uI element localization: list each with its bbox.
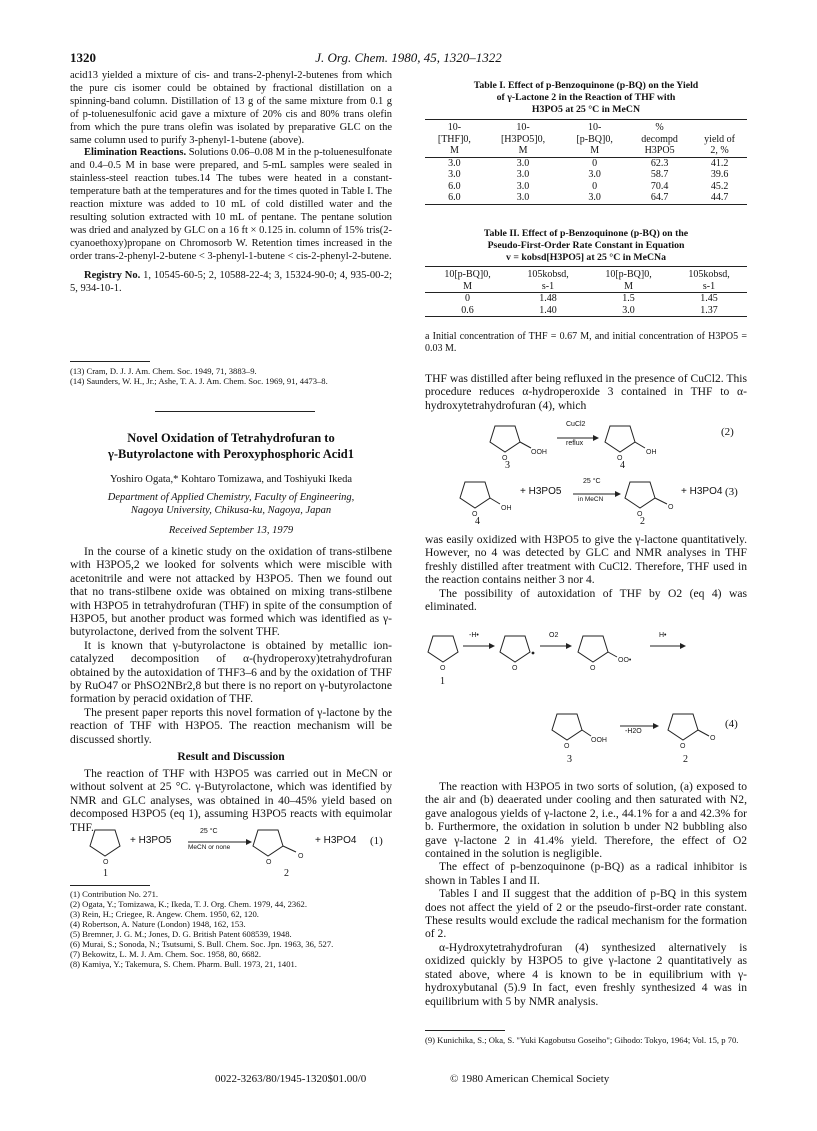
right-text-mid	[425, 533, 747, 613]
table-cell: 3.0	[588, 192, 601, 203]
table-rule	[425, 119, 747, 120]
table-cell: 1.37	[700, 304, 718, 316]
compound-label: 3	[505, 460, 510, 471]
table-header: H3PO5	[644, 145, 675, 156]
affiliation	[70, 491, 392, 517]
svg-text:O: O	[564, 743, 570, 750]
table-header: %	[655, 122, 664, 133]
caption-line: v = kobsd[H3PO5] at 25 °C in MeCNa	[506, 252, 666, 263]
table-header: 2, %	[710, 145, 729, 156]
table-header-row	[425, 134, 747, 146]
svg-text:O: O	[637, 511, 643, 518]
eq2-cond-top: CuCl2	[566, 421, 586, 428]
table2-footnote: a Initial concentration of THF = 0.67 M, and initial concentration of H3PO5 = 0.03 M.	[425, 331, 747, 354]
table-header: M	[463, 280, 472, 292]
equation-4-scheme	[425, 626, 747, 776]
footer-copyright: © 1980 American Chemical Society	[450, 1073, 610, 1085]
equation-2	[425, 418, 747, 474]
paragraph: The present paper reports this novel formation of γ-lactone by the reaction of THF with H3PO5. The reaction mechanism will be discussed shortly.	[70, 705, 392, 746]
footnote-rule	[70, 885, 150, 886]
table2	[425, 269, 747, 317]
table-cell: 3.0	[516, 180, 530, 192]
table-rule	[425, 266, 747, 267]
paragraph: It is known that γ-butyrolactone is obtained by metallic ion-catalyzed decomposition of α-(hydroperoxy)tetrahydrofuran obtained by the autoxidation of THF3–6 and by the oxidation of THF by RuO47 or PhSO2NBr2,8 but there is no report on γ-butyrolactone formation by peracid oxidation of THF.	[70, 638, 392, 706]
svg-text:O: O	[472, 511, 478, 518]
svg-text:O: O	[502, 455, 508, 462]
received-date: Received September 13, 1979	[168, 525, 294, 536]
table-cell: 1.40	[539, 304, 557, 316]
paragraph: The reaction of THF with H3PO5 was carried out in MeCN or without solvent at 25 °C. γ-Butyrolactone, which was identified by NMR and GLC analyses, was obtained in 40–45% yield based on decomposed H3PO5 (eq 1), assuming H3PO5 reacts with equimolar THF.	[70, 767, 392, 834]
eq4-arrow3-label: H•	[659, 632, 667, 639]
table-cell: 3.0	[448, 157, 461, 169]
svg-text:OH: OH	[501, 505, 512, 512]
table-header: M	[590, 145, 600, 156]
equation-1-scheme	[70, 820, 392, 882]
table-cell: 3.0	[516, 169, 530, 180]
table-header: s-1	[541, 280, 555, 292]
compound-label: 1	[103, 868, 108, 879]
page-number: 1320	[70, 50, 96, 65]
table-header: 10-	[587, 122, 602, 133]
reference: (3) Rein, H.; Criegee, R. Angew. Chem. 1950, 62, 120.	[70, 909, 259, 919]
table-header: M	[624, 280, 633, 292]
right-text-bottom	[425, 780, 747, 1008]
footnotes-top	[70, 366, 392, 386]
compound-label: 2	[284, 868, 289, 879]
reference: (1) Contribution No. 271.	[70, 889, 159, 899]
lactone-ring	[253, 830, 296, 856]
table-header: [p-BQ]0,	[576, 133, 613, 145]
table-cell: 1.48	[539, 293, 557, 304]
reference: (13) Cram, D. J. J. Am. Chem. Soc. 1949, 71, 3883–9.	[70, 366, 257, 376]
caption-line: Pseudo-First-Order Rate Constant in Equation	[487, 240, 685, 251]
footnotes-bottom	[70, 889, 392, 969]
footnote-rule	[425, 1030, 505, 1031]
thf-radical-ring	[500, 636, 530, 662]
table-cell: 6.0	[448, 192, 461, 203]
reference: (7) Bekowitz, L. M. J. Am. Chem. Soc. 1958, 80, 6682.	[70, 949, 261, 959]
eq3-byproduct: + H3PO4	[681, 486, 723, 497]
table-row	[425, 181, 747, 193]
table-row	[425, 192, 747, 204]
paragraph: was easily oxidized with H3PO5 to give the γ-lactone quantitatively. However, no 4 was detected by GLC and NMR analyses in THF freshly distilled after treatment with CuCl2. Therefore, THF used in the reaction contains neither 3 nor 4.	[425, 533, 747, 587]
eq2-number: (2)	[721, 426, 734, 438]
article-title	[70, 430, 392, 462]
table-cell: 64.7	[650, 192, 669, 203]
svg-text:OOH: OOH	[591, 737, 607, 744]
table-cell: 44.7	[710, 192, 729, 203]
eq3-reagent: + H3PO5	[520, 486, 562, 497]
running-title: J. Org. Chem. 1980, 45, 1320–1322	[315, 50, 502, 65]
reference: (4) Robertson, A. Nature (London) 1948, 162, 153.	[70, 919, 246, 929]
section-heading: Result and Discussion	[177, 751, 285, 763]
compound-label: 3	[567, 754, 572, 765]
table1-caption	[425, 80, 747, 116]
eq4-arrow2-label: O2	[549, 632, 559, 639]
paragraph: Tables I and II suggest that the addition of p-BQ in this system does not affect the yield of 2 or the pseudo-first-order rate constant. These results would exclude the radical mechanism for the formation of 2.	[425, 887, 747, 941]
table-header: M	[518, 145, 528, 156]
table-cell: 1.5	[622, 293, 635, 304]
footnote-ref9: (9) Kunichika, S.; Oka, S. "Yuki Kagobutsu Goseiho"; Gihodo: Tokyo, 1964; Vol. 15, p 70.	[425, 1035, 739, 1045]
table-header: M	[449, 145, 459, 156]
footnote-rule	[70, 361, 150, 362]
table-cell: 3.0	[516, 192, 530, 203]
table-row	[425, 157, 747, 169]
table-cell: 3.0	[588, 169, 601, 180]
table-header: yield of	[704, 133, 735, 145]
footer-code: 0022-3263/80/1945-1320$01.00/0	[215, 1073, 367, 1085]
table-cell: 58.7	[650, 169, 669, 180]
svg-text:O: O	[710, 735, 716, 742]
table-cell: 0	[592, 157, 598, 169]
compound-label: 1	[440, 676, 445, 687]
svg-text:OOH: OOH	[531, 449, 547, 456]
paragraph: The possibility of autoxidation of THF by O2 (eq 4) was eliminated.	[425, 586, 747, 614]
equation-2-scheme	[425, 418, 747, 474]
hydroxy-thf-ring	[605, 426, 645, 452]
table-cell: 0	[592, 180, 598, 192]
affil-line: Department of Applied Chemistry, Faculty of Engineering,	[107, 492, 355, 503]
eq1-reagent: + H3PO5	[130, 835, 172, 846]
paragraph: The effect of p-benzoquinone (p-BQ) as a radical inhibitor is shown in Tables I and II.	[425, 860, 747, 887]
table-cell: 45.2	[710, 180, 729, 192]
compound-label: 2	[683, 754, 688, 765]
title-line: Novel Oxidation of Tetrahydrofuran to	[127, 431, 335, 445]
equation-4	[425, 626, 747, 776]
compound-label: 2	[640, 516, 645, 527]
registry-numbers: 1, 10545-60-5; 2, 10588-22-4; 3, 15324-90-0; 4, 935-00-2; 5, 934-10-1.	[70, 269, 392, 294]
table-cell: 62.3	[650, 157, 669, 169]
svg-text:O: O	[668, 504, 674, 511]
table-header-row	[425, 122, 747, 134]
lactone-ring	[625, 482, 667, 508]
compound-label: 4	[620, 460, 625, 471]
paragraph: In the course of a kinetic study on the oxidation of trans-stilbene with H3PO5,2 we looked for solvents which were miscible with acetonitrile and were not attacked by H3PO5. Then we found out that no trans-stilbene oxide was obtained on mixing trans-stilbene with H3PO5 in tetrahydrofuran (THF) in spite of the consumption of H3PO5, but another product was formed which was identified as γ-butyrolactone, derived from the solvent THF.	[70, 545, 392, 639]
table-header: [THF]0,	[437, 133, 471, 145]
table-header	[692, 122, 747, 134]
table-header: s-1	[702, 280, 716, 292]
thf-ring	[428, 636, 458, 662]
table-header-row	[425, 269, 747, 281]
caption-line: Table I. Effect of p-Benzoquinone (p-BQ) on the Yield	[473, 80, 699, 91]
svg-text:O: O	[298, 853, 304, 860]
table-row	[425, 169, 747, 181]
table-cell: 1.45	[700, 293, 718, 304]
table-header-row	[425, 145, 747, 157]
table1	[425, 122, 747, 205]
title-line: γ-Butyrolactone with Peroxyphosphoric Acid1	[107, 447, 354, 461]
table-cell: 0.6	[461, 304, 474, 316]
caption-line: of γ-Lactone 2 in the Reaction of THF with	[496, 92, 676, 103]
table-cell: 3.0	[516, 157, 530, 169]
eq3-cond-bottom: in MeCN	[578, 496, 604, 503]
reference: (6) Murai, S.; Sonoda, N.; Tsutsumi, S. Bull. Chem. Soc. Jpn. 1963, 36, 527.	[70, 939, 334, 949]
svg-text:OH: OH	[646, 449, 657, 456]
eq1-byproduct: + H3PO4	[315, 835, 357, 846]
table-cell: 41.2	[710, 157, 729, 169]
registry-heading: Registry No.	[84, 269, 141, 281]
reference: (5) Bremner, J. G. M.; Jones, D. G. British Patent 608539, 1948.	[70, 929, 292, 939]
peroxy-radical-ring	[578, 636, 617, 662]
table2-caption	[425, 228, 747, 264]
reference: (8) Kamiya, Y.; Takemura, S. Chem. Pharm. Bull. 1973, 21, 1401.	[70, 959, 297, 969]
table-row	[425, 305, 747, 317]
thf-ring	[90, 830, 120, 856]
affil-line: Nagoya University, Chikusa-ku, Nagoya, Japan	[130, 505, 332, 516]
caption-line: H3PO5 at 25 °C in MeCN	[531, 104, 641, 115]
table-row	[425, 293, 747, 305]
eq1-cond-top: 25 °C	[200, 828, 218, 835]
eq3-cond-top: 25 °C	[583, 478, 601, 485]
paragraph: α-Hydroxytetrahydrofuran (4) synthesized alternatively is oxidized quickly by H3PO5 to give γ-lactone 2 quantitatively as stated above, where 4 is known to be in equilibrium with γ-hydroxybutanal (5).9 In fact, even freshly synthesized 4 was in equilibrium with 5 by NMR analysis.	[425, 940, 747, 1008]
left-top-text	[70, 70, 392, 295]
svg-text:O: O	[590, 665, 596, 672]
paragraph: acid13 yielded a mixture of cis- and trans-2-phenyl-2-butenes from which the pure cis isomer could be obtained by fractional distillation on a spinning-band column. Distillation of 13 g of the same mixture from 0.1 g of p-toluenesulfonic acid gave a mixture of 20% cis and 80% trans olefin from which the pure trans olefin was isolated by preparative GLC on the same column used to purify 3-phenyl-1-butene (above).	[70, 70, 392, 146]
table-header-row	[425, 281, 747, 293]
hydroperoxide-ring	[490, 426, 531, 452]
table-header: 10[p-BQ]0,	[444, 269, 491, 280]
svg-text:O: O	[680, 743, 686, 750]
eq4-number: (4)	[725, 718, 738, 730]
subheading: Elimination Reactions.	[84, 147, 187, 159]
equation-1	[70, 820, 392, 882]
table-cell: 39.6	[710, 169, 729, 180]
svg-text:OO•: OO•	[618, 657, 632, 664]
eq1-number: (1)	[370, 835, 383, 847]
svg-text:O: O	[266, 859, 272, 866]
paragraph: The reaction with H3PO5 in two sorts of solution, (a) exposed to the air and (b) deaerated under cooling and then saturated with N2, gave analogous yields of γ-lactone 2, i.e., 44.1% for a and 42.3% for b. Furthermore, the oxidation in solution b under N2 bubbling also gave γ-lactone 2 in 41.4% yield. Therefore, the effect of O2 contained in the solution is negligible.	[425, 780, 747, 861]
hydroxy-thf-ring	[460, 482, 500, 508]
table-cell: 3.0	[622, 304, 635, 316]
equation-3	[425, 474, 747, 530]
hydroperoxide-ring	[552, 714, 591, 740]
svg-text:O: O	[617, 455, 623, 462]
table-cell: 70.4	[650, 180, 669, 192]
right-para-1: THF was distilled after being refluxed in the presence of CuCl2. This procedure reduces α-hydroperoxide 3 contained in THF to α-hydroxytetrahydrofuran (4), which	[425, 372, 747, 412]
paragraph: Solutions 0.06–0.08 M in the p-toluenesulfonate and 0.4–0.5 M in base were prepared, and 5-mL samples were sealed in stainless-steel reaction tubes.14 The tubes were heated in a constant-temperature bath at the temperatures and for the times quoted in Table I. The reaction mixture was added to 10 mL of cold distilled water and the resulting solution extracted with 10 mL of pentane. The pentane solution was dried and analyzed by GLC on a 16 ft × 0.125 in. column of 15% tris(2-cyanoethoxy)propane on Chromosorb W. Retention times increased in the order trans-2-phenyl-2-butene < 3-phenyl-1-butene < cis-2-phenyl-2-butene.	[70, 147, 392, 262]
eq3-number: (3)	[725, 486, 738, 498]
intro-text	[70, 545, 392, 746]
authors: Yoshiro Ogata,* Kohtaro Tomizawa, and Toshiyuki Ikeda	[109, 474, 353, 485]
table-header: [H3PO5]0,	[500, 133, 546, 145]
table-header: 10-	[516, 122, 530, 133]
svg-text:O: O	[103, 859, 109, 866]
table-cell: 3.0	[448, 169, 461, 180]
separator-rule	[155, 411, 315, 412]
table-header: 105kobsd,	[527, 269, 569, 280]
reference: (2) Ogata, Y.; Tomizawa, K.; Ikeda, T. J. Org. Chem. 1979, 44, 2362.	[70, 899, 307, 909]
svg-text:O: O	[440, 665, 446, 672]
lactone-ring	[668, 714, 709, 740]
table-header: decompd	[641, 133, 678, 145]
eq2-cond-bottom: reflux	[566, 440, 584, 447]
eq1-cond-bottom: MeCN or none	[188, 844, 231, 851]
reference: (14) Saunders, W. H., Jr.; Ashe, T. A. J. Am. Chem. Soc. 1969, 91, 4473–8.	[70, 376, 328, 386]
svg-text:O: O	[512, 665, 518, 672]
table-header: 10[p-BQ]0,	[605, 269, 652, 280]
table-cell: 0	[465, 293, 471, 304]
table-cell: 6.0	[448, 180, 461, 192]
compound-label: 4	[475, 516, 480, 527]
table-header: 10-	[447, 122, 462, 133]
eq4-arrow4-label: -H2O	[625, 728, 642, 735]
eq4-arrow1-label: -H•	[469, 632, 479, 639]
table-header: 105kobsd,	[688, 269, 730, 280]
caption-line: Table II. Effect of p-Benzoquinone (p-BQ) on the	[483, 228, 689, 239]
